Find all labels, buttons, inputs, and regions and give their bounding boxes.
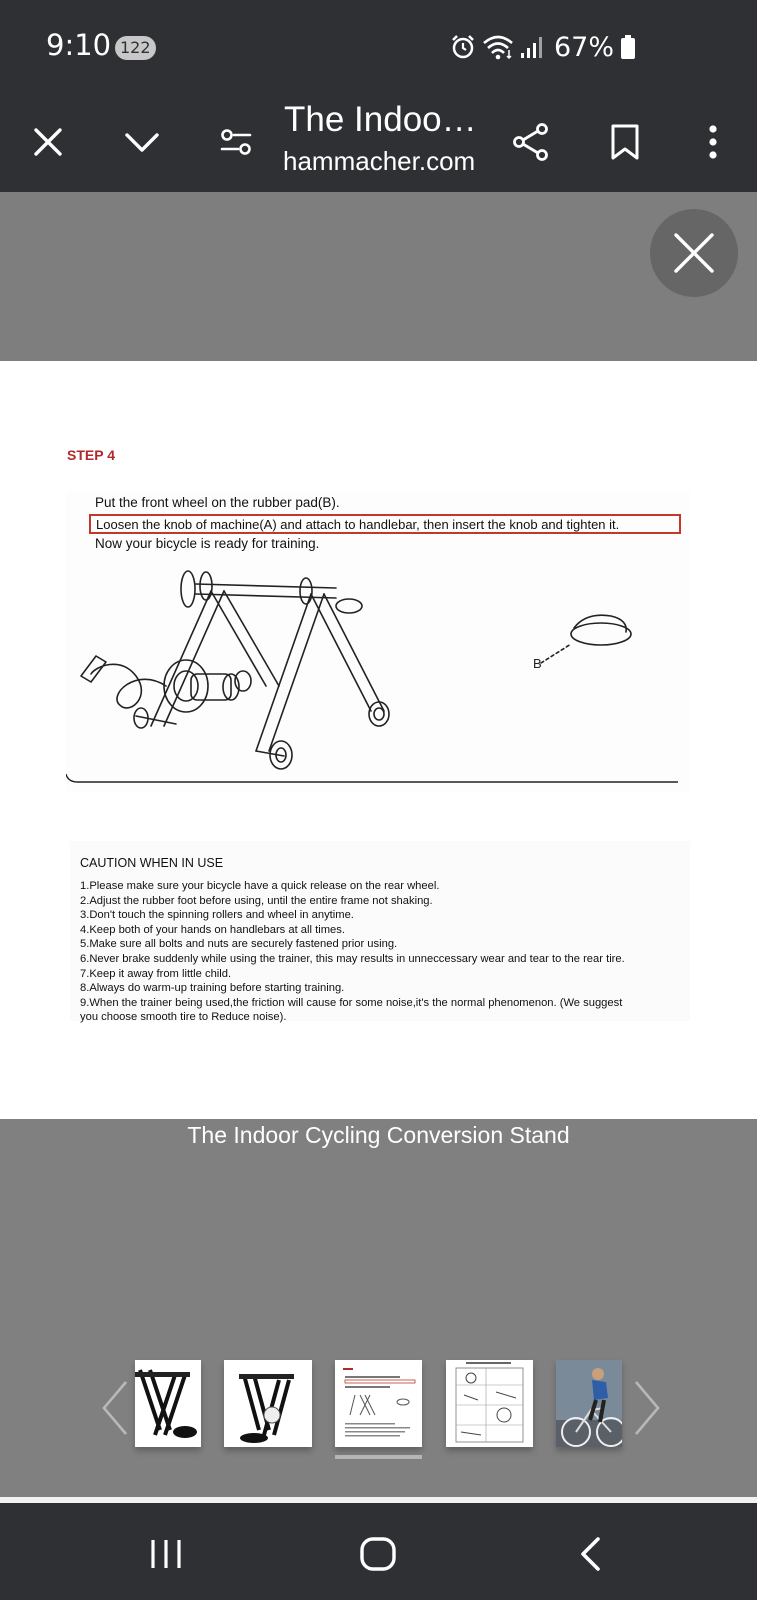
- status-bar: [0, 0, 757, 92]
- more-options-button[interactable]: [685, 114, 741, 170]
- manual-page-thumbnail-image: [335, 1360, 422, 1447]
- cyclist-thumbnail-image: [556, 1360, 622, 1447]
- more-vert-icon: [708, 125, 718, 159]
- gallery-backdrop-top: [0, 192, 757, 361]
- back-icon: [578, 1536, 602, 1572]
- trainer-thumbnail-image: [135, 1360, 201, 1447]
- minimize-button[interactable]: [114, 114, 170, 170]
- next-image-button[interactable]: [632, 1378, 662, 1438]
- close-icon: [672, 231, 716, 275]
- bookmark-icon: [610, 123, 640, 161]
- tune-icon: [219, 127, 253, 157]
- caution-title: CAUTION WHEN IN USE: [80, 856, 224, 870]
- caution-list: [80, 879, 625, 1025]
- thumbnail-step-4-manual[interactable]: [335, 1360, 422, 1447]
- page-title[interactable]: The Indoo…: [284, 100, 477, 139]
- signal-icon: [520, 35, 544, 59]
- thumbnail-manual-overview[interactable]: [446, 1360, 533, 1447]
- recent-apps-button[interactable]: [136, 1527, 196, 1581]
- caution-item: 4.Keep both of your hands on handlebars at all times.: [80, 923, 345, 936]
- selected-thumbnail-indicator: [335, 1455, 422, 1459]
- battery-percent: 67%: [554, 31, 615, 63]
- instruction-line: Put the front wheel on the rubber pad(B).: [95, 495, 340, 510]
- step-heading: STEP 4: [67, 447, 115, 463]
- site-settings-button[interactable]: [208, 114, 264, 170]
- system-navigation-bar: [0, 1503, 757, 1600]
- share-button[interactable]: [503, 114, 559, 170]
- close-gallery-button[interactable]: [650, 209, 738, 297]
- bookmark-button[interactable]: [597, 114, 653, 170]
- thumbnail-trainer-pad[interactable]: [224, 1360, 312, 1447]
- thumbnail-trainer-black[interactable]: [135, 1360, 201, 1447]
- highlighted-instruction: Loosen the knob of machine(A) and attach to handlebar, then insert the knob and tighten it.: [89, 514, 681, 534]
- trainer-with-pad-thumbnail-image: [224, 1360, 312, 1447]
- thumbnail-cyclist[interactable]: [556, 1360, 622, 1447]
- caution-item: 8.Always do warm-up training before starting training.: [80, 982, 345, 995]
- caution-item: 1.Please make sure your bicycle have a quick release on the rear wheel.: [80, 880, 440, 892]
- home-button[interactable]: [348, 1527, 408, 1581]
- instruction-line: Now your bicycle is ready for training.: [95, 536, 320, 551]
- page-domain[interactable]: hammacher.com: [283, 146, 476, 176]
- close-tab-button[interactable]: [20, 114, 76, 170]
- chevron-down-icon: [124, 130, 160, 154]
- wifi-icon: [482, 34, 514, 60]
- alarm-icon: [450, 34, 476, 60]
- manual-overview-thumbnail-image: [446, 1360, 533, 1447]
- caution-item: 6.Never brake suddenly while using the trainer, this may results in unneccessary wear and tear to the rear tire.: [80, 952, 625, 965]
- caution-item: you choose smooth tire to Reduce noise).: [80, 1011, 287, 1024]
- share-icon: [512, 122, 550, 162]
- browser-toolbar: [0, 92, 757, 192]
- caution-item: 7.Keep it away from little child.: [80, 967, 232, 980]
- battery-icon: [620, 34, 636, 60]
- notification-count-badge: 122: [115, 36, 156, 60]
- status-time: 9:10: [46, 28, 112, 62]
- status-icons: [450, 30, 636, 64]
- gallery-caption: The Indoor Cycling Conversion Stand: [187, 1122, 570, 1148]
- trainer-diagram: [66, 546, 690, 796]
- recent-apps-icon: [149, 1538, 183, 1570]
- back-button[interactable]: [560, 1527, 620, 1581]
- caution-item: 5.Make sure all bolts and nuts are securely fastened prior using.: [80, 938, 398, 951]
- home-icon: [359, 1536, 397, 1572]
- close-icon: [32, 126, 64, 158]
- caution-item: 3.Don't touch the spinning rollers and wheel in anytime.: [80, 909, 354, 922]
- previous-image-button[interactable]: [100, 1378, 130, 1438]
- caution-item: 2.Adjust the rubber foot before using, until the entire frame not shaking.: [80, 894, 433, 907]
- diagram-label-b: B: [533, 656, 542, 671]
- gallery-main-image[interactable]: [0, 361, 757, 1119]
- caution-item: 9.When the trainer being used,the friction will cause for some noise,it's the normal phenomenon. (We suggest: [80, 996, 623, 1009]
